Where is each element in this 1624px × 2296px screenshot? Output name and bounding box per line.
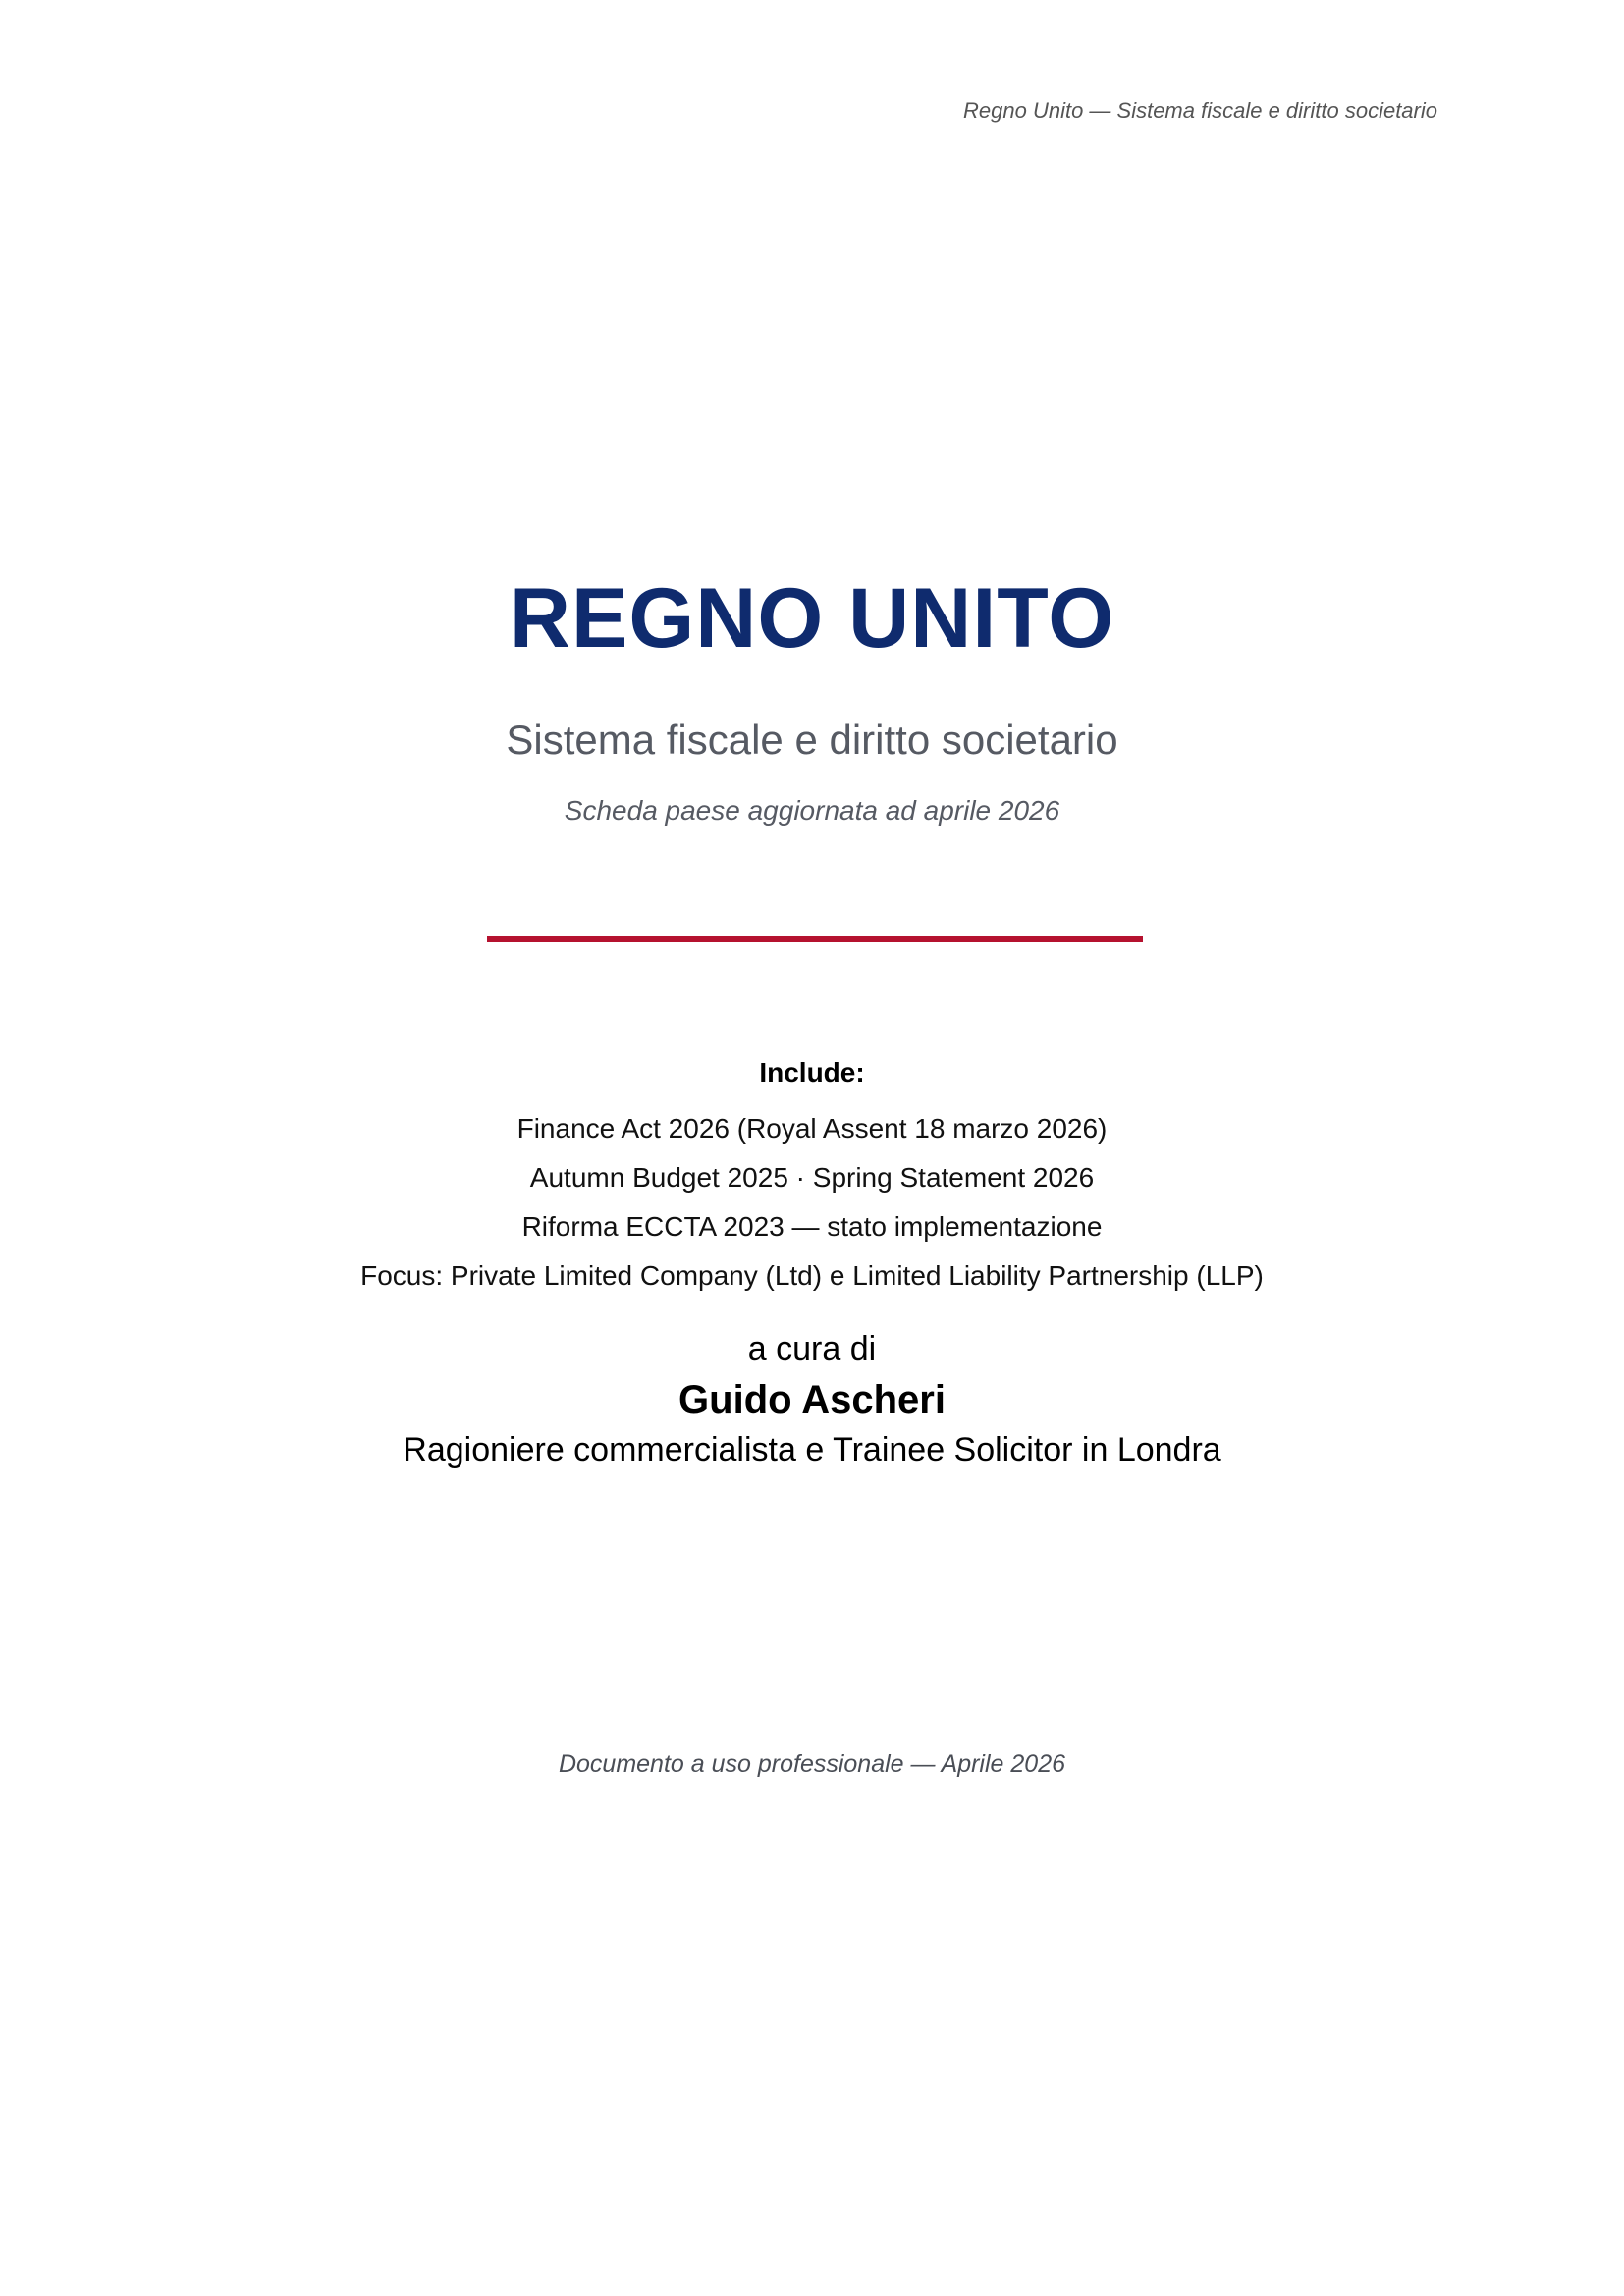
footer-note: Documento a uso professionale — Aprile 2026 xyxy=(558,1750,1066,1778)
author-name: Guido Ascheri xyxy=(678,1378,946,1421)
includes-heading: Include: xyxy=(759,1057,865,1088)
red-divider xyxy=(487,936,1143,942)
includes-item: Autumn Budget 2025 · Spring Statement 2026 xyxy=(529,1162,1095,1193)
update-date-note: Scheda paese aggiornata ad aprile 2026 xyxy=(564,795,1060,826)
curated-by-label: a cura di xyxy=(747,1330,877,1367)
includes-list xyxy=(0,1104,1624,1301)
includes-item: Finance Act 2026 (Royal Assent 18 marzo 2026) xyxy=(516,1113,1108,1144)
includes-item: Riforma ECCTA 2023 — stato implementazione xyxy=(521,1211,1103,1242)
author-role: Ragioniere commercialista e Trainee Solicitor in Londra xyxy=(403,1431,1221,1468)
cover-title: REGNO UNITO xyxy=(509,571,1115,666)
cover-subtitle: Sistema fiscale e diritto societario xyxy=(506,717,1118,763)
includes-item: Focus: Private Limited Company (Ltd) e Limited Liability Partnership (LLP) xyxy=(360,1260,1264,1291)
running-header: Regno Unito — Sistema fiscale e diritto societario xyxy=(963,98,1437,123)
